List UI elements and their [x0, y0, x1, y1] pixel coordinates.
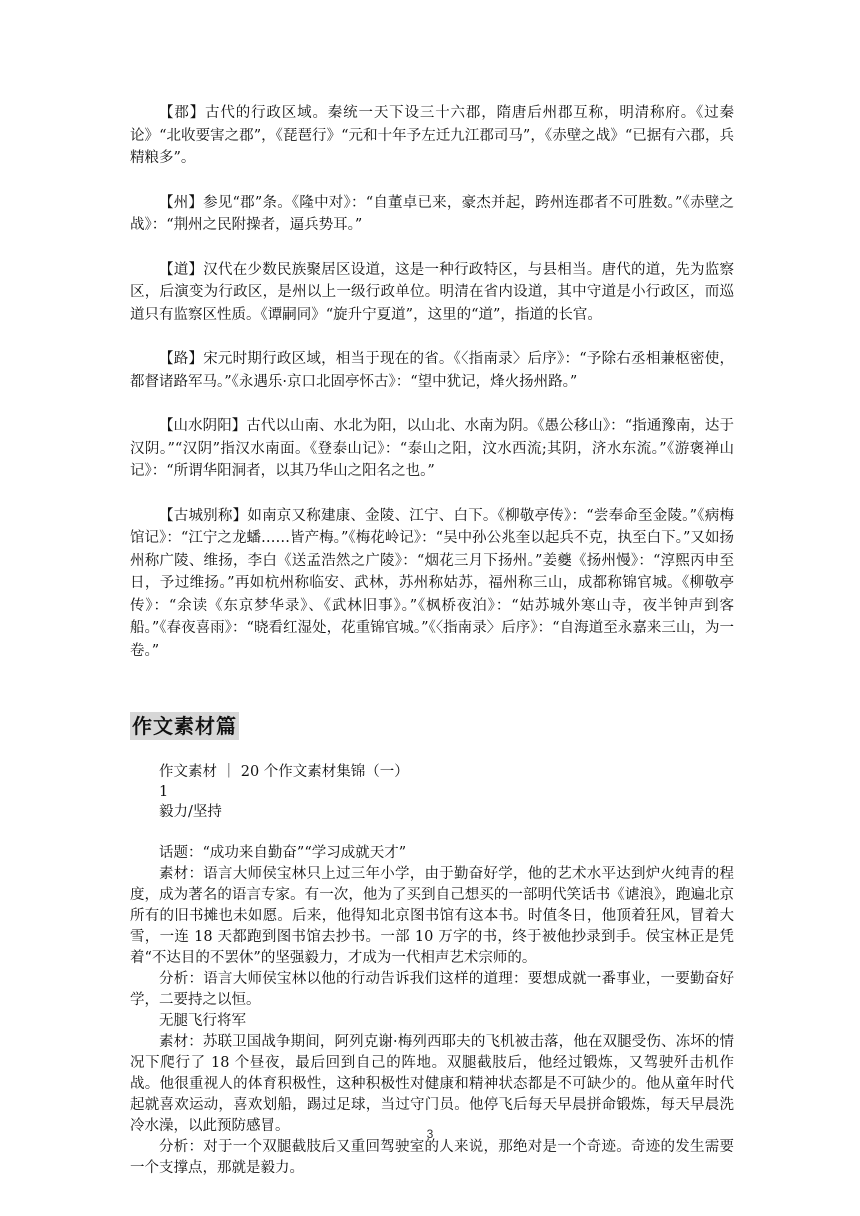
- paragraph-lu: 【路】宋元时期行政区域，相当于现在的省。《〈指南录〉后序》：“予除右丞相兼枢密使，都督诸路军马。”《永遇乐·京口北固亭怀古》：“望中犹记，烽火扬州路。”: [130, 351, 734, 390]
- subhead-line-number: 1: [159, 784, 169, 800]
- section-title: 作文素材篇: [132, 714, 237, 738]
- essay-topic: 话题：“成功来自勤奋”“学习成就天才”: [159, 845, 407, 861]
- page-content: [130, 102, 734, 1179]
- paragraph-shanshui-yinyang: 【山水阴阳】古代以山南、水北为阳，以山北、水南为阴。《愚公移山》：“指通豫南，达于汉阴。”“汉阴”指汉水南面。《登泰山记》：“泰山之阳，汶水西流;其阴，济水东流。”《游褒禅山记》：“所谓华阳洞者，以其乃华山之阳名之也。”: [130, 418, 734, 479]
- page-number: 3: [426, 1127, 434, 1141]
- essay-analysis-1: 分析：语言大师侯宝林以他的行动告诉我们这样的道理：要想成就一番事业，一要勤奋好学，二要持之以恒。: [130, 971, 734, 1008]
- essay-material-2: 素材：苏联卫国战争期间，阿列克谢·梅列西耶夫的飞机被击落，他在双腿受伤、冻坏的情况下爬行了 18 个昼夜，最后回到自己的阵地。双腿截肢后，他经过锻炼，又驾驶歼击机作战。他很重视人的体育积极性，这种积极性对健康和精神状态都是不可缺少的。他从童年时代起就喜欢运动，喜欢划船，踢过足球，当过守门员。他停飞后每天早晨拼命锻炼，每天早晨洗冷水澡，以此预防感冒。: [130, 1034, 734, 1134]
- essay-analysis-2: 分析：对于一个双腿截肢后又重回驾驶室的人来说，那绝对是一个奇迹。奇迹的发生需要一个支撑点，那就是毅力。: [130, 1139, 734, 1176]
- subhead-line-title: 作文素材 ｜ 20 个作文素材集锦（一）: [159, 764, 409, 780]
- subhead-line-category: 毅力/坚持: [159, 804, 222, 820]
- spacer: [130, 822, 734, 843]
- section-heading: [130, 684, 734, 762]
- essay-material-1: 素材：语言大师侯宝林只上过三年小学，由于勤奋好学，他的艺术水平达到炉火纯青的程度，成为著名的语言专家。有一次，他为了买到自己想买的一部明代笑话书《谑浪》，跑遍北京所有的旧书摊也未如愿。后来，他得知北京图书馆有这本书。时值冬日，他顶着狂风，冒着大雪，一连 18 天都跑到图书馆去抄书。一部 10 万字的书，终于被他抄录到手。侯宝林正是凭着“不达目的不罢休”的坚强毅力，才成为一代相声艺术宗师的。: [130, 866, 734, 966]
- subhead-block: [130, 762, 734, 822]
- paragraph-jun: 【郡】古代的行政区域。秦统一天下设三十六郡，隋唐后州郡互称，明清称府。《过秦论》“北收要害之郡”，《琵琶行》“元和十年予左迁九江郡司马”，《赤壁之战》“已据有六郡，兵精粮多”。: [130, 105, 734, 166]
- paragraph-gucheng-biecheng: 【古城别称】如南京又称建康、金陵、江宁、白下。《柳敬亭传》：“尝奉命至金陵。”《病梅馆记》：“江宁之龙蟠……皆产梅。”《梅花岭记》：“吴中孙公兆奎以起兵不克，执至白下。”又如扬州称广陵、维扬，李白《送孟浩然之广陵》：“烟花三月下扬州。”姜夔《扬州慢》：“淳熙丙申至日，予过维扬。”再如杭州称临安、武林，苏州称姑苏，福州称三山，成都称锦官城。《柳敬亭传》：“余读《东京梦华录》、《武林旧事》。”《枫桥夜泊》：“姑苏城外寒山寺，夜半钟声到客船。”《春夜喜雨》：“晓看红湿处，花重锦官城。”《〈指南录〉后序》：“自海道至永嘉来三山，为一卷。”: [130, 507, 734, 659]
- essay-subtitle-2: 无腿飞行将军: [159, 1013, 246, 1029]
- paragraph-dao: 【道】汉代在少数民族聚居区设道，这是一种行政特区，与县相当。唐代的道，先为监察区，后演变为行政区，是州以上一级行政单位。明清在省内设道，其中守道是小行政区，而巡道只有监察区性质。《谭嗣同》“旋升宁夏道”，这里的“道”，指道的长官。: [130, 261, 734, 323]
- paragraph-zhou: 【州】参见“郡”条。《隆中对》：“自董卓已来，豪杰并起，跨州连郡者不可胜数。”《赤壁之战》：“荆州之民附操者，逼兵势耳。”: [130, 194, 734, 233]
